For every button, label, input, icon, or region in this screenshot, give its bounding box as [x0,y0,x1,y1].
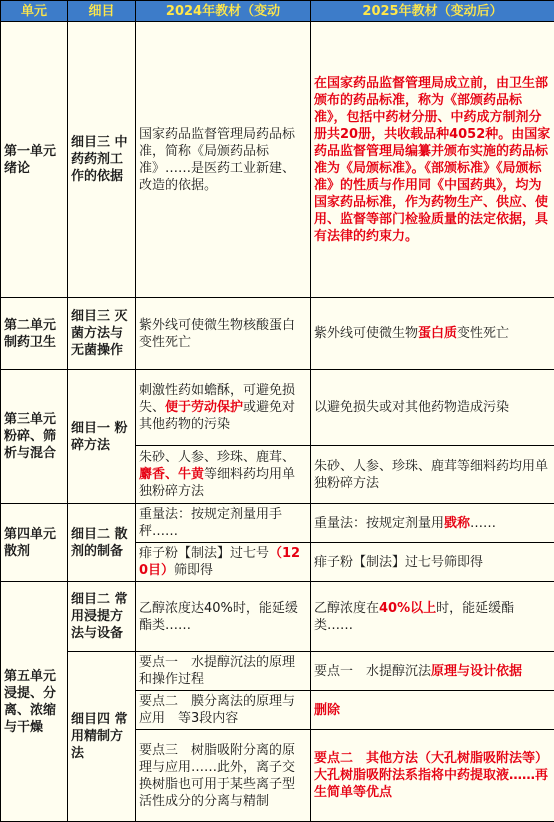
table-row [1,582,554,652]
new-content-cell [311,582,554,652]
table-row [1,22,554,298]
text: 朱砂、人参、珍珠、鹿茸、 [139,450,295,465]
old-content-cell: 国家药品监督管理局药品标准，简称《局颁药品标准》……是医药工业新建、改造的依据。 [136,22,311,298]
item-cell: 细目一 粉碎方法 [68,370,136,504]
text: 痱子粉【制法】过七号 [139,546,269,561]
text: 乙醇浓度在 [314,601,379,616]
new-content-cell: 要点二 其他方法（大孔树脂吸附法等）大孔树脂吸附法系指将中药提取液……再生简单等优点 [311,730,554,822]
text: 刺激性药如蟾酥，可避免损失、 [139,383,295,415]
old-content-cell: 要点二 膜分离法的原理与应用 等3段内容 [136,691,311,730]
old-content-cell [136,543,311,582]
unit-cell: 第三单元 粉碎、筛析与混合 [1,370,68,504]
new-content-cell: 痱子粉【制法】过七号筛即得 [311,543,554,582]
text: 重量法：按规定剂量用手秤…… [139,507,282,539]
old-content-cell: 紫外线可使微生物核酸蛋白变性死亡 [136,298,311,370]
text: 时，能延缓酯类…… [314,601,514,633]
header-unit: 单元 [1,1,68,22]
item-cell: 细目四 常用精制方法 [68,652,136,822]
text: 要点一 水提醇沉法 [314,664,431,679]
header-item: 细目 [68,1,136,22]
old-content-cell [136,504,311,543]
new-content-cell: 删除 [311,691,554,730]
highlight-text: 蛋白质 [418,326,457,341]
old-content-cell [136,446,311,504]
new-content-cell: 在国家药品监督管理局成立前，由卫生部颁布的药品标准，称为《部颁药品标准》，包括中药材分册、中药成方制剂分册共20册，共收载品种4052种。由国家药品监督管理局编纂并颁布实施的药品标准为《局颁标准》。《部颁标准》《局颁标准》的性质与作用同《中国药典》，均为国家药品标准，作为药物生产、供应、使用、监督等部门检验质量的法定依据，具有法律的约束力。 [311,22,554,298]
new-content-cell [311,652,554,691]
unit-cell: 第一单元 绪论 [1,22,68,298]
unit-cell: 第四单元 散剂 [1,504,68,582]
table-row [1,652,554,691]
highlight-text: 戥称 [444,516,470,531]
header-2025: 2025年教材（变动后） [311,1,554,22]
text: 或避免对其他药物的污染 [139,400,295,432]
text: 等细料药均用单独粉碎方法 [139,467,295,499]
old-content-cell: 乙醇浓度达40%时，能延缓酯类…… [136,582,311,652]
highlight-text: 便于劳动保护 [165,400,243,415]
table-row [1,370,554,446]
item-cell: 细目三 中药药剂工作的依据 [68,22,136,298]
unit-cell: 第二单元 制药卫生 [1,298,68,370]
header-row [1,1,554,22]
header-2024: 2024年教材（变动 [136,1,311,22]
item-cell: 细目二 常用浸提方法与设备 [68,582,136,652]
text: 紫外线可使微生物 [314,326,418,341]
unit-cell: 第五单元 浸提、分离、浓缩与干燥 [1,582,68,822]
old-content-cell: 要点一 水提醇沉法的原理和操作过程 [136,652,311,691]
text: 重量法：按规定剂量用 [314,516,444,531]
text: 变性死亡 [457,326,509,341]
table-row [1,504,554,543]
new-content-cell: 朱砂、人参、珍珠、鹿茸等细料药均用单独粉碎方法 [311,446,554,504]
highlight-text: （120目） [139,546,300,578]
highlight-text: 原理与设计依据 [431,664,522,679]
new-content-cell: 以避免损失或对其他药物造成污染 [311,370,554,446]
text: 筛即得 [174,563,213,578]
table-row [1,298,554,370]
highlight-text: 40%以上 [379,601,436,616]
text: …… [470,516,496,531]
new-content-cell [311,298,554,370]
highlight-text: 麝香、牛黄 [139,467,204,482]
new-content-cell [311,504,554,543]
old-content-cell: 要点三 树脂吸附分离的原理与应用……此外，离子交换树脂也可用于某些离子型活性成分的分离与精制 [136,730,311,822]
old-content-cell [136,370,311,446]
item-cell: 细目二 散剂的制备 [68,504,136,582]
item-cell: 细目三 灭菌方法与无菌操作 [68,298,136,370]
